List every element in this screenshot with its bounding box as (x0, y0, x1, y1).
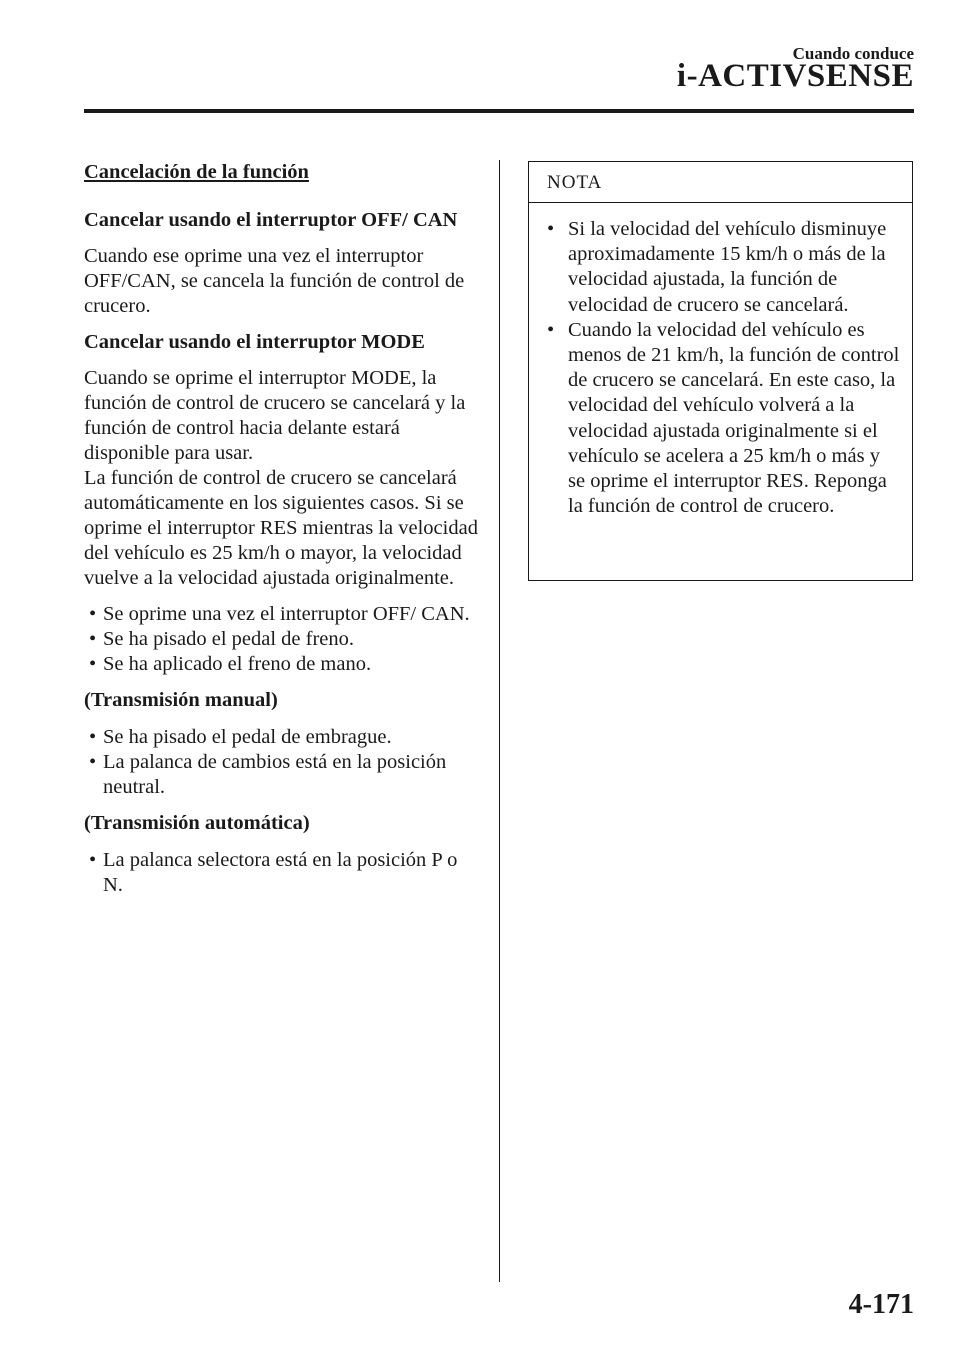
page-number: 4-171 (848, 1289, 914, 1320)
list-item: • Se ha aplicado el freno de mano. (89, 653, 372, 675)
bullet-icon: • (89, 751, 97, 773)
bullet-icon: • (89, 603, 97, 625)
note-list (529, 203, 912, 519)
manual-transmission-heading: (Transmisión manual) (84, 689, 278, 711)
list-item: • Cuando la velocidad del vehículo es menos de 21 km/h, la función de control de crucero se cancelará. En este caso, la velocidad del vehículo volverá a la velocidad ajustada originalmente si el vehículo se acelera a 25 km/h o más y se oprime el interruptor RES. Reponga la función de control de crucero. (547, 318, 900, 518)
list-item: • Se ha pisado el pedal de freno. (89, 628, 355, 650)
auto-cancel-paragraph: La función de control de crucero se cancelará automáticamente en los siguientes casos. Si se oprime el interruptor RES mientras la velocidad del vehículo es 25 km/h o mayor, la velocidad vuelve a la velocidad ajustada originalmente. (84, 467, 478, 589)
note-box (528, 161, 913, 581)
list-item: • La palanca selectora está en la posición P o N. (89, 849, 458, 896)
cancel-function-title: Cancelación de la función (84, 161, 309, 183)
chapter-label: Cuando conduce (792, 44, 914, 63)
cancel-off-can-heading: Cancelar usando el interruptor OFF/ CAN (84, 209, 458, 231)
note-heading: NOTA (529, 162, 912, 203)
list-item: • La palanca de cambios está en la posición neutral. (89, 751, 447, 798)
section-title: i-ACTIVSENSE (676, 58, 914, 94)
bullet-icon: • (547, 218, 555, 240)
header-rule (84, 109, 914, 113)
cancel-mode-paragraph: Cuando se oprime el interruptor MODE, la función de control de crucero se cancelará y la función de control hacia delante estará disponible para usar. (84, 367, 466, 464)
list-item: • Se oprime una vez el interruptor OFF/ CAN. (89, 603, 470, 625)
cancel-off-can-paragraph: Cuando ese oprime una vez el interruptor OFF/CAN, se cancela la función de control de crucero. (84, 245, 465, 317)
list-item: • Se ha pisado el pedal de embrague. (89, 726, 392, 748)
cancel-mode-heading: Cancelar usando el interruptor MODE (84, 331, 425, 353)
manual-conditions-list (84, 725, 479, 800)
bullet-icon: • (547, 318, 555, 341)
automatic-conditions-list (84, 848, 479, 898)
left-column (84, 160, 479, 909)
bullet-icon: • (89, 726, 97, 748)
bullet-icon: • (89, 849, 97, 871)
cancel-conditions-list (84, 602, 479, 677)
bullet-icon: • (89, 628, 97, 650)
column-divider (499, 160, 500, 1282)
automatic-transmission-heading: (Transmisión automática) (84, 812, 310, 834)
bullet-icon: • (89, 653, 97, 675)
list-item: • Si la velocidad del vehículo disminuye aproximadamente 15 km/h o más de la velocidad ajustada, la función de velocidad de crucero se cancelará. (547, 218, 887, 316)
